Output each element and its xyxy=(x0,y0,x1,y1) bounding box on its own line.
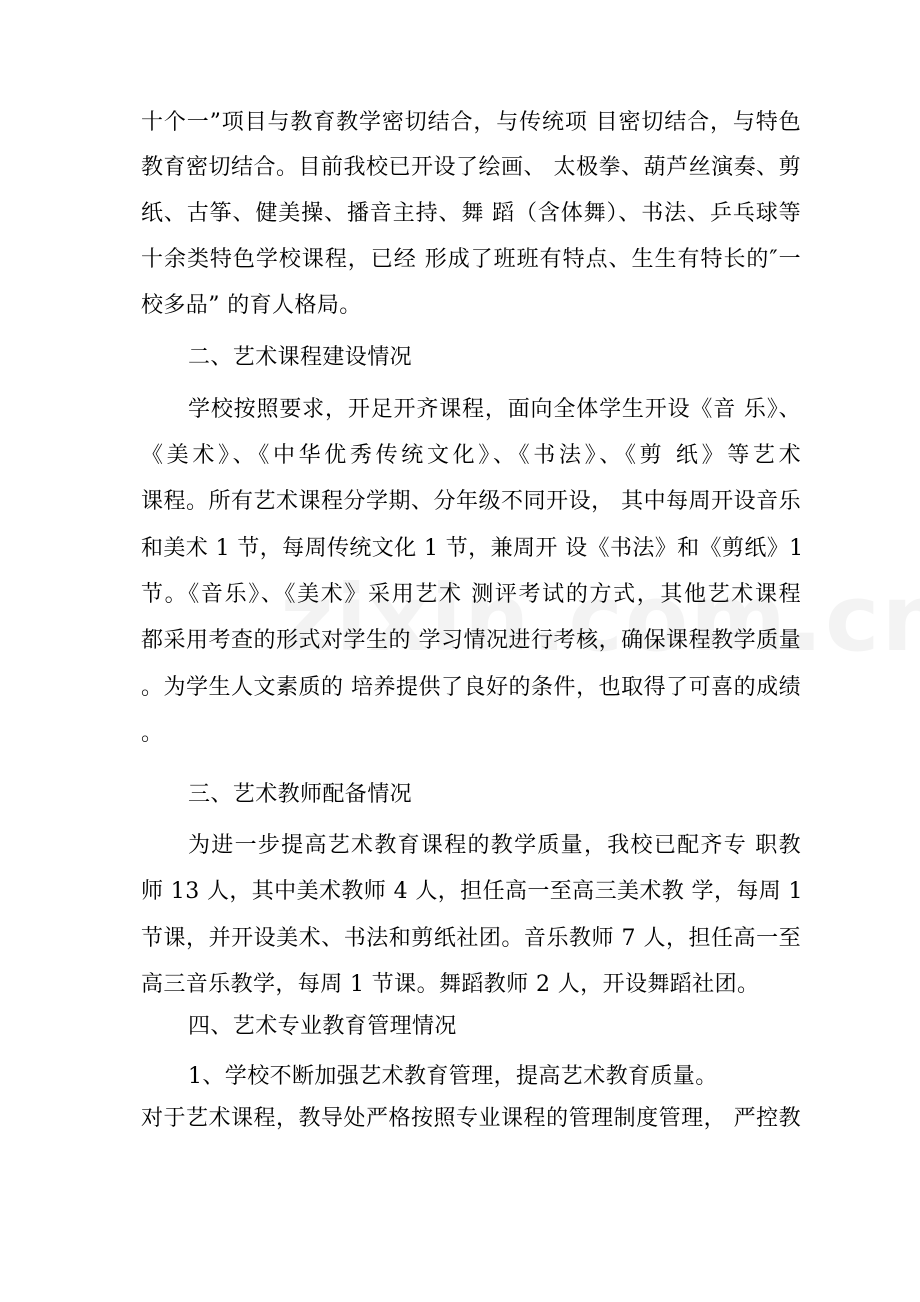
section-heading: 三、艺术教师配备情况 xyxy=(188,782,413,807)
section-heading: 二、艺术课程建设情况 xyxy=(188,345,413,370)
body-text-line: 。为学生人文素质的 培养提供了良好的条件，也取得了可喜的成绩 xyxy=(141,675,801,700)
body-text-line: 和美术 1 节，每周传统文化 1 节，兼周开 设《书法》和《剪纸》1 xyxy=(141,536,804,561)
body-text-line: 师 13 人，其中美术教师 4 人，担任高一至高三美术教 学，每周 1 xyxy=(141,879,803,904)
section-heading: 四、艺术专业教育管理情况 xyxy=(188,1014,457,1039)
body-text-line: 教育密切结合。目前我校已开设了绘画、 太极拳、葫芦丝演奏、剪 xyxy=(141,155,801,180)
body-text-line: 。 xyxy=(141,721,164,746)
body-text-line: 都采用考查的形式对学生的 学习情况进行考核，确保课程教学质量 xyxy=(141,628,801,653)
body-text-line: 节课，并开设美术、书法和剪纸社团。音乐教师 7 人，担任高一至 xyxy=(141,926,801,951)
body-text-line: 节。《音乐》、《美术》采用艺术 测评考试的方式，其他艺术课程 xyxy=(141,582,801,607)
body-text-line: 《美术》、《中华优秀传统文化》、《书法》、《剪 纸》等艺术 xyxy=(141,443,801,468)
body-text-line: 十个一”项目与教育教学密切结合，与传统项 目密切结合，与特色 xyxy=(141,110,801,135)
body-text-line: 为进一步提高艺术教育课程的教学质量，我校已配齐专 职教 xyxy=(188,833,801,858)
body-text-line: 十余类特色学校课程，已经 形成了班班有特点、生生有特长的″一 xyxy=(141,247,801,272)
body-text-line: 校多品” 的育人格局。 xyxy=(141,293,362,318)
body-text-line: 高三音乐教学，每周 1 节课。舞蹈教师 2 人，开设舞蹈社团。 xyxy=(141,972,760,997)
body-text-line: 对于艺术课程，教导处严格按照专业课程的管理制度管理， 严控教 xyxy=(141,1106,801,1131)
body-text-line: 课程。所有艺术课程分学期、分年级不同开设， 其中每周开设音乐 xyxy=(141,489,801,514)
body-text-line: 纸、古筝、健美操、播音主持、舞 蹈（含体舞）、书法、乒乓球等 xyxy=(141,201,801,226)
subsection-heading: 1、学校不断加强艺术教育管理，提高艺术教育质量。 xyxy=(188,1064,718,1089)
body-text-line: 学校按照要求，开足开齐课程，面向全体学生开设《音 乐》、 xyxy=(188,397,801,422)
